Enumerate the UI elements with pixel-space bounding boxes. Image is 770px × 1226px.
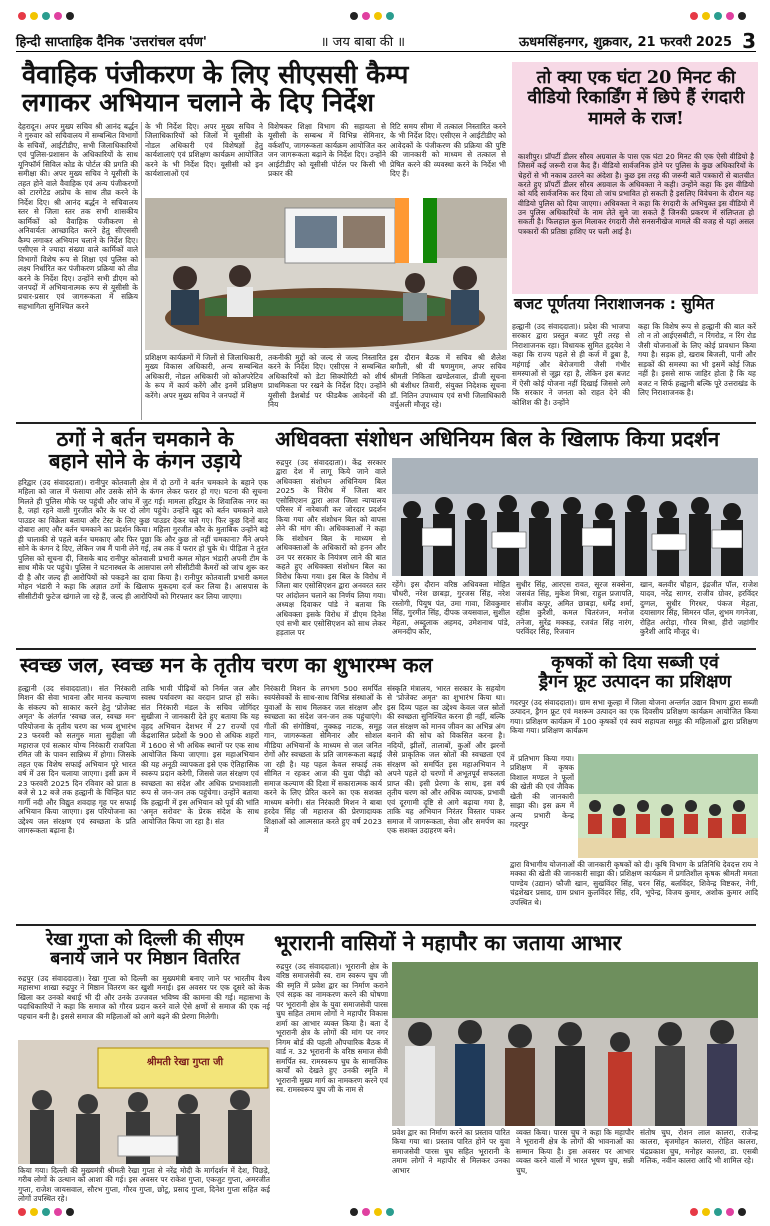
registration-marks-top-left <box>18 12 74 20</box>
farmers-col-narrow: में प्रतिभाग किया गया। प्रशिक्षण में कृषक विशाल मण्डल ने फूलों की खेती की एवं जैविक खेती की जानकारी साझा की। इस क्रम में अन्य प्रभारी केन्द्र गदरपुर <box>510 754 574 830</box>
story1-headline-line2: लगाकर अभियान चलाने के दिए निर्देश <box>22 87 374 118</box>
story1-headline <box>22 62 502 117</box>
rekha-caption: किया गया। दिल्ली की मुख्यमंत्री श्रीमती रेखा गुप्ता से नरेंद्र मोदी के मार्गदर्शन में देश, पिछड़े, गरीब लोगों के उत्थान को आशा की गई। इस अवसर पर राकेश गुप्ता, एकजुट गुप्ता, अमरजीत गुप्ता, राजेश जायसवाल, सौरभ गुप्ता, गौरव गुप्ता, छोटू, प्रसाद गुप्ता, दिनेश गुप्ता सहित कई लोगों उपस्थित रहे। <box>18 1166 270 1204</box>
registration-marks-top-right <box>690 12 746 20</box>
farmers-headline <box>510 654 760 692</box>
protest-photo <box>392 458 758 576</box>
clean-water-headline: स्वच्छ जल, स्वच्छ मन के तृतीय चरण का शुभारम्भ कल <box>20 653 433 677</box>
registration-marks-top-center <box>350 12 394 20</box>
story1-headline-line1: वैवाहिक पंजीकरण के लिए सीएससी कैम्प <box>22 60 409 90</box>
bhurarani-col3: व्यक्त किया। पारस चुघ ने कहा कि महापौर ने भूरारानी क्षेत्र के लोगों की भावनाओं का सम्मान किया है। इस अवसर पर आभार व्यक्त करने वालों में भारत भूषण चुघ, सन्नी चुघ, <box>516 1128 634 1175</box>
clean-water-col4: संस्कृति मंत्रालय, भारत सरकार के सहयोग से 'प्रोजेक्ट अमृत' का शुभारंभ किया था। इस दिव्य पहल का उद्देश्य केवल जल स्रोतों की स्वच्छता सुनिश्चित करना ही नहीं, बल्कि जल संरक्षण को मानव जीवन का अभिन्न अंग बनाने की सोच को विकसित करना है। नदियों, झीलों, तालाबों, कुओं और झरनों जैसे प्राकृतिक जल स्रोतों की स्वच्छता एवं संरक्षण को समर्पित इस महाअभियान ने अपने पहले दो चरणों में अभूतपूर्व सफलता प्राप्त की। इसी प्रेरणा के साथ, इस वर्ष तृतीय चरण को और अधिक व्यापक, प्रभावी एवं दूरगामी दृष्टि से आगे बढ़ाया गया है, ताकि यह अभियान निरंतर विस्तार पाकर समाज में जागरूकता, सेवा और समर्पण का एक सशक्त उदाहरण बने। <box>387 684 505 836</box>
farmers-tail: द्वारा विभागीय योजनाओं की जानकारी कृषकों को दी। कृषि विभाग के प्रतिनिधि देवदत्त राय ने मक्का की खेती की जानकारी साझा की। प्रशिक्षण कार्यक्रम में प्रगतिशील कृषक श्रीमती ममता पाण्डेय (उद्यान) फौजी खान, सुखविंदर सिंह, चरन सिंह, बलविंदर, शिवेन्द्र विष्टकर, नेगी, चंद्रशेखर प्रसाद, ग्राम प्रधान कुलविंदर सिंह, रवि, भूपेन्द्र, विजय कुमार, अशोक कुमार आदि उपस्थित थे। <box>510 860 758 907</box>
advocates-col-left: रुद्रपुर (उद संवाददाता)। केंद्र सरकार द्वारा देश में लागू किये जाने वाले अधिवक्ता संशोधन अधिनियम बिल 2025 के विरोध में जिला बार एसोसिएशन द्वारा आज जिला न्यायालय परिसर में नारेबाजी कर जोरदार प्रदर्शन किया गया और संशोधन बिल को वापस लेने की मांग की। अधिवक्ताओं ने कहा कि संशोधन बिल के माध्यम से अधिवक्ताओं के अधिकारों को हनन और उन पर सरकार के नियंत्रण लाने की बात कहते हुए अधिवक्ता संशोधन बिल का विरोध किया गया। इस बिल के विरोध में जिला बार एसोसिएशन द्वारा अनवरत स्तर पर आंदोलन चलाने का निर्णय लिया गया। अध्यक्ष दिवाकर पांडे ने बताया कि अधिवक्ता इसके विरोध में डीएम दिनेश एवं सभी बार एसोसिएशन को साथ लेकर हड़ताल पर <box>276 458 386 638</box>
budget-col1: हल्द्वानी (उद संवाददाता)। प्रदेश की भाजपा सरकार द्वारा प्रस्तुत बजट पूरी तरह से निराशाजनक रहा। विधायक सुमित हृदयेश ने कहा कि राज्य पहले से ही कर्ज में डूबा है, महंगाई और बेरोजगारी जैसी गंभीर समस्याओं से जूझ रहा है, लेकिन इस बजट में ऐसी कोई योजना नहीं दिखाई जिससे लगे कि सरकार ने जनता को राहत देने की कोशिश की है। उन्होंने <box>512 322 630 407</box>
pink-box-body: काशीपुर। प्रॉपर्टी डीलर सौरव अग्रवाल के पास एक घंटा 20 मिनट की एक ऐसी वीडियो है जिसमें कई जरूरी राज कैद हैं। वीडियो सार्वजनिक होने पर पुलिस के कुछ अधिकारियों के चेहरों से भी नकाब उतरने का अंदेशा है। कुछ इस तरह की जरूरी बातें पत्रकारों से बातचीत करते हुए प्रॉपर्टी डीलर सौरव अग्रवाल के अधिवक्ता ने कही। उन्होंने कहा कि इस वीडियो को यदि सार्वजनिक कर दिया तो जांच प्रभावित हो सकती है इसलिए विवेचना के दौरान यह वीडियो पुलिस को दिया जाएगा। अधिवक्ता ने कहा कि रंगदारी के अभियुक्त इस वीडियो में उन पुलिस अधिकारियों के नाम लेते सुने जा सकते हैं जिनकी प्रकरण में संलिप्तता हो सकती है। फिलहाल कुल मिलाकर रंगदारी जैसे सनसनीखेज मामले की वजह से यहां असल पत्रकारों की प्रतिष्ठा हाशिए पर चली आई है। <box>518 152 754 236</box>
registration-marks-bottom-center <box>350 1208 394 1216</box>
bhurarani-col2: प्रवेश द्वार का निर्माण करने का प्रस्ताव पारित किया गया था। प्रस्ताव पारित होने पर युवा समाजसेवी पारस चुघ सहित भूरारानी के तमाम लोगों ने महापौर से मिलकर उनका आभार <box>392 1128 510 1175</box>
clean-water-col3: निरंकारी मिशन के लगभग 500 समर्पित स्वयंसेवकों के साथ-साथ विभिन्न संस्थाओं के युवाओं के साथ मिलकर जल संरक्षण और स्वच्छता का संदेश जन-जन तक पहुंचाएंगे। गीतों की संगोष्ठियां, नुक्कड़ नाटक, समूह गान, जागरूकता सेमिनार और सोशल मीडिया अभियानों के माध्यम से जल जनित रोगों और स्वच्छता के प्रति जागरूकता बढ़ाई जा रही है। यह पहल केवल सफाई तक सीमित न रहकर आज की युवा पीढ़ी को समाज कल्याण की दिशा में सकारात्मक कार्य करने के लिए प्रेरित करने का एक सशक्त माध्यम बनेगी। संत निरंकारी मिशन ने बाबा हरदेव सिंह जी महाराज की प्रेरणादायक शिक्षाओं को आत्मसात करते हुए वर्ष 2023 में <box>264 684 382 836</box>
masthead <box>16 30 756 52</box>
story1-col4-top: रिटि समय सीमा में तत्काल निस्तारित करने के भी निर्देश दिए। एसीएस ने आईटीडीए को आवेदकों के पंजीकरण की प्रक्रिया की पुष्टि की जानकारी को माध्यम से तत्काल से प्रेषित करने की व्यवस्था करने के निर्देश भी दिए हैं। <box>390 122 506 179</box>
clean-water-col1: हल्द्वानी (उद संवाददाता)। संत निरंकारी मिशन की सेवा भावना और मानव कल्याण के संकल्प को साकार करने हेतु 'प्रोजेक्ट अमृत' के अंतर्गत 'स्वच्छ जल, स्वच्छ मन' परियोजना के तृतीय चरण का भव्य शुभारंभ 23 फरवरी को सतगुरु माता सुदीक्षा जी महाराज एवं सत्कार योग्य निरंकारी राजपिता रमित जी के पावन सान्निध्य में होगा। जिसके तहत एक विशेष सफाई अभियान पूरे भारत वर्ष में उस दिन चलाया जाएगा। इसी क्रम में 23 फरवरी 2025 दिन रविवार को प्रातः 8 बजे से 12 बजे तक हल्द्वानी के चिन्हित घाट गार्गी नदी और विद्युत शवदाह गृह पर सफाई अभियान किया जाएगा। इस परियोजना का उद्देश्य जल संरक्षण एवं स्वच्छता के प्रति जागरूकता बढ़ाना है। <box>18 684 136 836</box>
farmers-headline-line1: कृषकों को दिया सब्जी एवं <box>551 653 719 673</box>
rekha-headline-line1: रेखा गुप्ता को दिल्ली की सीएम <box>46 929 244 950</box>
thugs-headline-line2: बहाने सोने के कंगन उड़ाये <box>48 449 242 474</box>
budget-headline: बजट पूर्णतया निराशाजनक : सुमित <box>514 295 714 313</box>
advocates-headline: अधिवक्ता संशोधन अधिनियम बिल के खिलाफ किया प्रदर्शन <box>275 427 720 451</box>
registration-marks-bottom-right <box>690 1208 746 1216</box>
bhurarani-col-left: रुद्रपुर (उद संवाददाता)। भूरारानी क्षेत्र के वरिष्ठ समाजसेवी स्व. राम स्वरूप चुघ जी की स्मृति में प्रवेश द्वार का निर्माण कराने एवं सड़क का नामकरण करने की घोषणा पर भूरारानी क्षेत्र के युवा समाजसेवी पारस चुघ सहित तमाम लोगों ने महापौर विकास शर्मा का आभार व्यक्त किया है। बता दें भूरारानी क्षेत्र के लोगों की मांग पर नगर निगम बोर्ड की पहली औपचारिक बैठक में वार्ड न. 32 भूरारानी के वरिष्ठ समाज सेवी समर्पित स्व. रामस्वरूप चुघ के सामाजिक कार्यों को देखते हुए उनकी स्मृति में भूरारानी मुख्य मार्ग का नामकरण करने एवं स्व. रामस्वरूप चुघ जी के नाम से <box>276 962 388 1095</box>
rekha-body: रुद्रपुर (उद संवाददाता)। रेखा गुप्ता को दिल्ली का मुख्यमंत्री बनाए जाने पर भारतीय वैश्य महासभा शाखा रुद्रपुर ने मिष्ठान वितरण कर खुशी मनाई। इस अवसर पर एक दूसरे को केक खिला कर उनको बधाई भी दी और उनके उज्जवल भविष्य की कामना की गई। महासभा के पदाधिकारियों ने कहा कि समाज को गौरव प्रदान करने वाले ऐसे क्षणों से समाज की एक नई पहचान बनी है। इससे समाज की महिलाओं को आगे बढ़ने की प्रेरणा मिलेगी। <box>18 974 270 1021</box>
story1-col2-top: के भी निर्देश दिए। अपर मुख्य सचिव ने जिलाधिकारियों को जिलों में यूसीसी के नोडल अधिकारी एवं विशेषज्ञों हेतु कार्यशालाएं एवं प्रशिक्षण कार्यक्रम आयोजित करने के भी निर्देश दिए। यूसीसी को इन कार्यशालाओं एवं <box>145 122 263 179</box>
story1-col3-bottom: तकनीकी मुद्दों को जल्द से जल्द निस्तारित करने के निर्देश दिए। एसीएस ने सम्बन्धित अधिकारियों को डेटा सिक्योरिटी को शीर्ष प्राथमिकता पर रखने के निर्देश दिए। उन्होंने यूसीसी डैशबोर्ड पर फीडबैक आवेदनों की निय <box>268 353 386 410</box>
section-divider <box>16 924 756 926</box>
motto: ॥ जय बाबा की ॥ <box>320 34 405 50</box>
advocates-col-right1: सुधीर सिंह, आरएस रावत, सूरज सक्सेना, जसवंत सिंह, मुकेश मिश्रा, राहुल प्रजापति, संजीव कपूर, अमित छाबड़ा, धर्मेंद्र शर्मा, रहीस कुरैशी, कमल चितरंजन, मनोज तनेजा, सुरेंद्र मक्कड़, रजवंत सिंह नारंग, परविंदर सिंह, रिजवान <box>516 580 634 637</box>
rekha-headline-line2: बनाये जाने पर मिष्ठान वितरित <box>50 948 240 969</box>
story1-col3-top: विशेषकर शिक्षा विभाग की सहायता से यूसीसी के सम्बन्ध में विभिन्न सेमिनार, वर्कशॉप, जागरूकता कार्यक्रम आयोजित कर जन जागरूकता बढ़ाने के निर्देश दिए। उन्होंने आईटीडीए को यूसीसी पोर्टल पर किसी भी प्रकार की <box>268 122 386 179</box>
farmers-training-photo <box>578 754 758 858</box>
thugs-headline <box>20 428 270 472</box>
paper-name: हिन्दी साप्ताहिक दैनिक 'उत्तरांचल दर्पण' <box>16 34 207 50</box>
rekha-celebration-photo <box>18 1040 270 1164</box>
advocates-col-right2: खान, बलवीर चौहान, इंद्रजीत पॉल, राजेश यादव, नरेंद्र सागर, राजीव ग्रोवर, हरविंदर दुग्गल, सुधीर गिरधर, पंकज मेहता, दयासागर सिंह, सिमरन पॉल, शुभम गगनेजा, रोहित अरोड़ा, गौरव मिश्रा, हीरो जहांगीर कुरैशी आदि मौजूद थे। <box>640 580 758 637</box>
story1-col4-bottom: इस दौरान बैठक में सचिव श्री शैलेश बगौली, श्री वी षणमुगम, अपर सचिव श्रीमती निकिता खण्डेलवाल, डीजी सूचना श्री बंशीधर तिवारी, संयुक्त निदेशक सूचना डॉ. नितिन उपाध्याय एवं सभी जिलाधिकारी वर्चुअली मौजूद रहे। <box>390 353 506 410</box>
page-number: 3 <box>742 28 756 53</box>
thugs-headline-line1: ठगों ने बर्तन चमकाने के <box>56 427 234 451</box>
pink-box-headline: तो क्या एक घंटा 20 मिनट की वीडियो रिकार्डिंग में छिपे हैं रंगदारी मामले के राज! <box>527 67 745 129</box>
budget-col2: कहा कि विशेष रूप से हल्द्वानी की बात करें तो न तो आईएसबीटी, न रिंगरोड, न रिंग रोड जैसी योजनाओं के लिए कोई प्रावधान किया गया है। सड़क हो, खराब बिजली, पानी और सड़कों की समस्या का भी इसमें कोई जिक्र नहीं है। इससे साफ जाहिर होता है कि यह बजट न सिर्फ हल्द्वानी बल्कि पूरे उत्तराखंड के लिए निराशाजनक है। <box>638 322 756 398</box>
bhurarani-headline: भूरारानी वासियों ने महापौर का जताया आभार <box>274 930 622 955</box>
section-divider <box>16 422 756 424</box>
story1-col2-bottom: प्रशिक्षण कार्यक्रमों में जिलों से जिलाधिकारी, मुख्य विकास अधिकारी, अन्य सम्बन्धित अधिकारी, नोडल अधिकारी जो कोअपरेटिव के रूप में कार्य करेंगे और इनमें प्रशिक्षण करेंगे। अपर मुख्य सचिव ने जनपदों में <box>145 353 263 400</box>
thugs-body: हरिद्वार (उद संवाददाता)। रानीपुर कोतवाली क्षेत्र में दो ठगों ने बर्तन चमकाने के बहाने एक महिला को जाल में फंसाया और उसके सोने के कंगन लेकर फरार हो गए। घटना की सूचना मिलते ही पुलिस मौके पर पहुंची और जांच में जुट गई। मामला हरिद्वार के शिवालिक नगर का है, जहां रहने वाली गुरजीत कौर के घर दो लोग पहुंचे। उन्होंने खुद को बर्तन चमकाने वाले पाउडर का विक्रेता बताया और टेस्ट के लिए कुछ पाउडर देकर चले गए। फिर कुछ दिनों बाद दोबारा आए और बर्तन चमकाने का प्रदर्शन किया। महिला गुरजीत कौर के मुताबिक उन्होंने बड़े ही चालाकी से पहले बर्तन चमकाए और फिर पूछा कि और कुछ तो नहीं चमकाना? मैंने अपने सोने के कंगन दे दिए, लेकिन जब मैं पानी लेने गई, तब तक वे फरार हो चुके थे। पीड़िता ने तुरंत पुलिस को सूचना दी, जिसके बाद रानीपुर कोतवाली प्रभारी कमल मोहन भंडारी अपनी टीम के साथ मौके पर पहुंचे। पुलिस ने घटनास्थल के आसपास लगे सीसीटीवी कैमरों को जांच शुरू कर दी है और जल्द ही आरोपियों को पकड़ने का दावा किया है। रानीपुर कोतवाली प्रभारी कमल मोहन भंडारी ने कहा कि अज्ञात ठगों के खिलाफ मुकदमा दर्ज कर लिया है। आसपास के सीसीटीवी फुटेज खंगाले जा रहे हैं, जल्द ही आरोपियों को गिरफ्तार कर लिया जाएगा। <box>18 478 268 601</box>
rekha-banner-text: श्रीमती रेखा गुप्ता जी <box>146 1057 224 1068</box>
rekha-headline <box>20 930 270 968</box>
bhurarani-photo <box>392 962 758 1126</box>
story1-col1: देहरादून। अपर मुख्य सचिव श्री आनंद बर्द्धन ने गुरुवार को सचिवालय में सम्बन्धित विभागों के सचिवों, आईटीडीए, सभी जिलाधिकारियों एवं पुलिस-प्रशासन के अधिकारियों के साथ यूनिफॉर्म सिविल कोड के पोर्टल की प्रगति की समीक्षा की। अपर मुख्य सचिव ने यूसीसी के तहत होने वाले वैवाहिक एवं अन्य पंजीकरणों को टारगेटेड अप्रोच के साथ तीव्र करने के निर्देश दिए। श्री आनंद बर्द्धन ने सचिवालय स्तर से जिला स्तर तक सभी शासकीय कार्मिकों को वैवाहिक पंजीकरण से अनिवार्यतः आच्छादित करने हेतु सीएससी कैम्प लगाकर अभियान चलाने के निर्देश दिए। एसीएस ने ज्यादा संख्या वाले कार्मिकों वाले विभागों विशेष रूप से शिक्षा एवं पुलिस को लक्ष्य निर्धारित कर पंजीकरण प्रक्रिया को तीव्र करने के निर्देश दिए। उन्होंने सभी डीएम को जनपदों में अभियानात्मक रूप से यूसीसी के प्रचार-प्रसार एवं जागरूकता में सक्रिय सहभागिता सुनिश्चित करने <box>18 122 138 311</box>
farmers-headline-line2: ड्रैगन फ्रूट उत्पादन का प्रशिक्षण <box>538 671 732 692</box>
story1-meeting-photo <box>145 198 507 350</box>
farmers-lead: गदरपुर (उद संवाददाता)। ग्राम सभा कूल्हा में जिला योजना अन्तर्गत उद्यान विभाग द्वारा सब्जी उत्पादन, ड्रैगन फ्रूट एवं मशरूम उत्पादन का एक दिवसीय प्रशिक्षण कार्यक्रम आयोजित किया गया। प्रशिक्षण कार्यक्रम में 100 कृषकों एवं स्वयं सहायता समूह की महिलाओं द्वारा प्रशिक्षण किया गया। प्रशिक्षण कार्यक्रम <box>510 698 758 736</box>
clean-water-col2: ताकि भावी पीढ़ियों को निर्मल जल और स्वस्थ पर्यावरण का वरदान प्राप्त हो सके। संत निरंकारी मंडल के सचिव जोगिंदर सुखीजा ने जानकारी देते हुए बताया कि यह वृहद अभियान देशभर में 27 राज्यों एवं केंद्रशासित प्रदेशों के 900 से अधिक शहरों में 1600 से भी अधिक स्थानों पर एक साथ आयोजित किया जाएगा। इस महाअभियान की यह अनूठी व्यापकता इसे एक ऐतिहासिक स्वरूप प्रदान करेगी, जिससे जल संरक्षण एवं स्वच्छता का संदेश और अधिक प्रभावशाली रूप से जन-जन तक पहुंचेगा। उन्होंने बताया कि हल्द्वानी में इस अभियान को पूर्व की भांति 'अमृत सरोवर' के प्रेरक संदेश के साथ आयोजित किया जा रहा है। संत <box>141 684 259 826</box>
advocates-col-mid: रहेंगे। इस दौरान वरिष्ठ अधिवक्ता मोहित चौधरी, नरेश छाबड़ा, गुरजस सिंह, नरेश रस्तोगी, पियूष पंत, उमा गावा, शिवकुमार सिंह, गुरमीत सिंह, दीपक जयसवाल, सुशील मेहता, अब्दुलाक अहमद, उमेशनाथ पांडे, अमनदीप कौर, <box>392 580 510 637</box>
dateline: ऊधमसिंहनगर, शुक्रवार, 21 फरवरी 2025 <box>518 34 733 50</box>
bhurarani-col4: संतोष चुघ, रोशन लाल कालरा, राजेन्द्र कालरा, बृजमोहन कालरा, रोहित कालरा, चंद्रप्रकाश चुघ, मनोहर कालरा, डा. एसबी मलिक, नवीन कालरा आदि भी शामिल रहे। <box>640 1128 758 1166</box>
column-rule <box>141 122 142 420</box>
registration-marks-bottom-left <box>18 1208 74 1216</box>
section-divider <box>16 648 756 650</box>
